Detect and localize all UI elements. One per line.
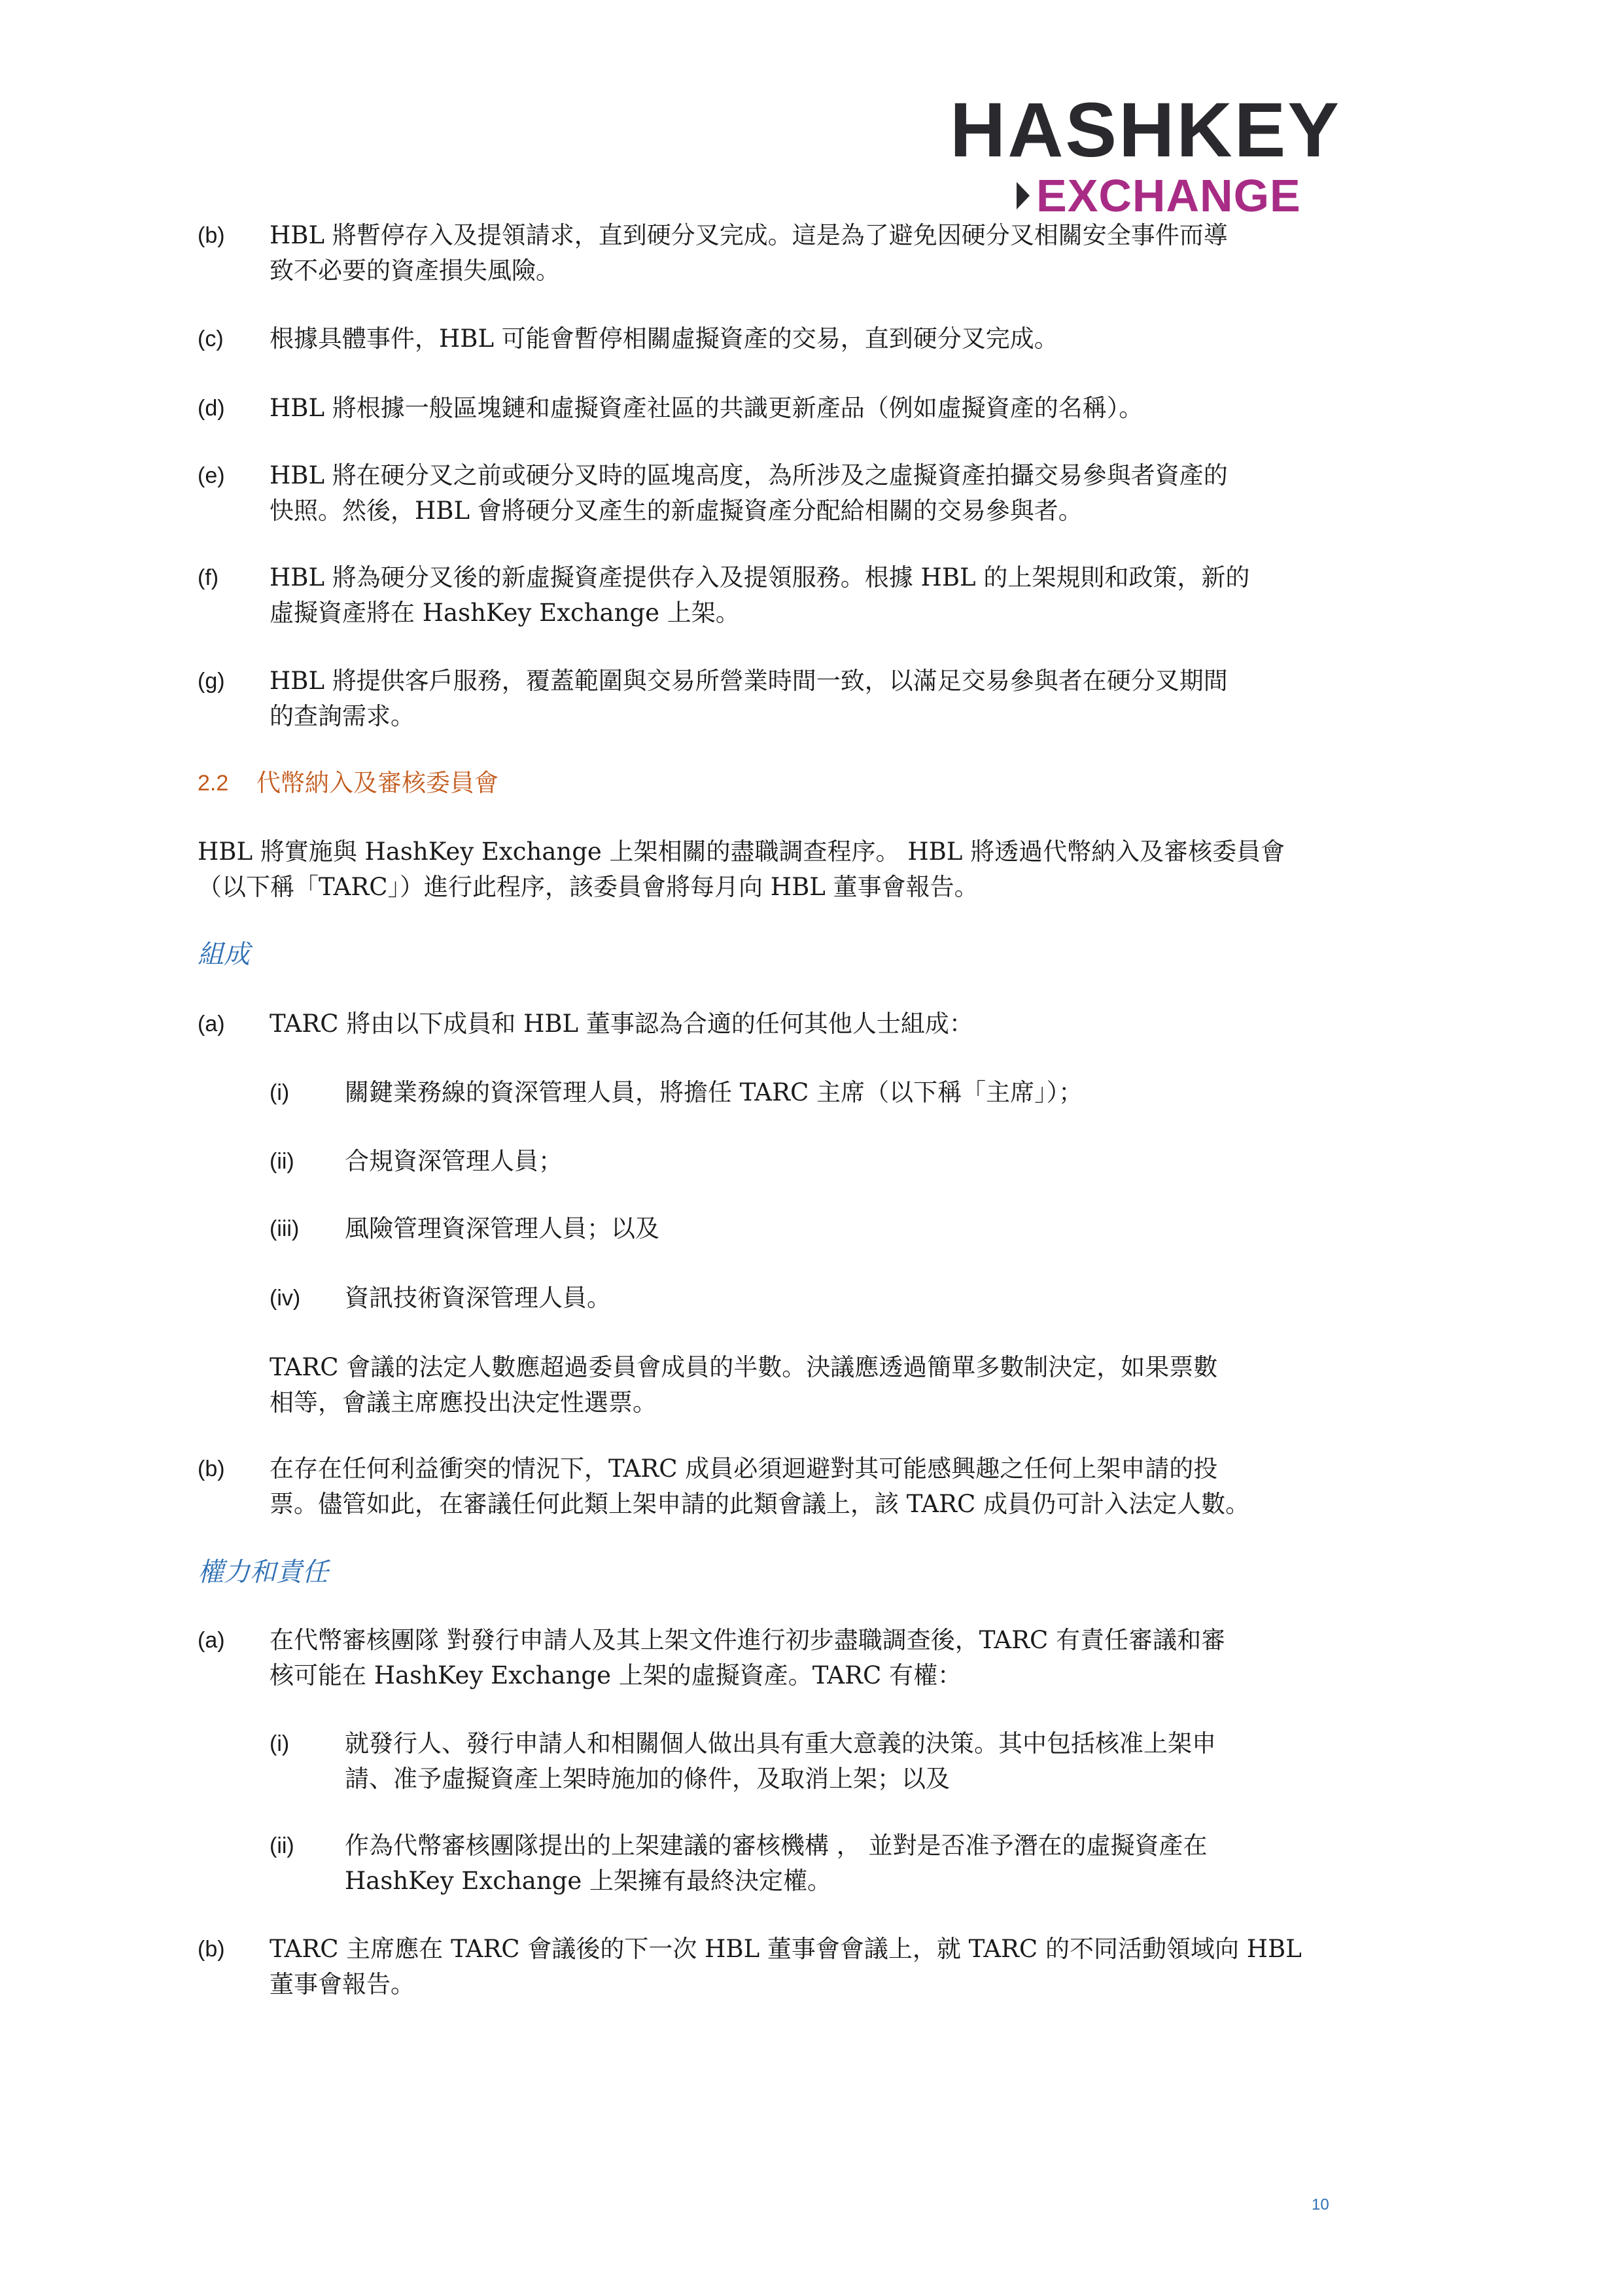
member-label: (i) bbox=[270, 1080, 290, 1105]
item-text: 根據具體事件，HBL 可能會暫停相關虛擬資產的交易，直到硬分叉完成。 bbox=[270, 325, 1058, 353]
item-text: TARC 主席應在 TARC 會議後的下一次 HBL 董事會會議上，就 TARC 的不同活動領域向 HBL bbox=[270, 1935, 1302, 1963]
item-text: 快照。然後，HBL 會將硬分叉產生的新虛擬資產分配給相關的交易參與者。 bbox=[270, 497, 1083, 525]
item-label: (c) bbox=[198, 327, 224, 351]
subitem-text: 作為代幣審核團隊提出的上架建議的審核機構 ， 並對是否准予潛在的虛擬資產在 bbox=[345, 1831, 1208, 1860]
intro-paragraph: HBL 將實施與 HashKey Exchange 上架相關的盡職調查程序。 HBL 將透過代幣納入及審核委員會 bbox=[198, 838, 1285, 866]
item-text: 在代幣審核團隊 對發行申請人及其上架文件進行初步盡職調查後，TARC 有責任審議和審 bbox=[270, 1626, 1226, 1654]
member-label: (iv) bbox=[270, 1286, 301, 1311]
item-text: 致不必要的資產損失風險。 bbox=[270, 256, 560, 285]
member-text: 關鍵業務線的資深管理人員，將擔任 TARC 主席（以下稱「主席」）； bbox=[345, 1078, 1083, 1106]
item-label: (f) bbox=[198, 565, 219, 590]
subitem-text: 請、准予虛擬資產上架時施加的條件，及取消上架；以及 bbox=[345, 1765, 950, 1793]
item-label: (a) bbox=[198, 1628, 225, 1653]
section-number: 2.2 bbox=[198, 771, 229, 796]
item-text: 票。儘管如此，在審議任何此類上架申請的此類會議上，該 TARC 成員仍可計入法定人數。 bbox=[270, 1490, 1250, 1518]
item-label: (b) bbox=[198, 1457, 225, 1481]
member-label: (ii) bbox=[270, 1149, 294, 1174]
item-label: (b) bbox=[198, 223, 225, 248]
logo-wordmark: HASHKEY bbox=[950, 87, 1341, 173]
subheading-powers: 權力和責任 bbox=[198, 1557, 328, 1587]
item-label: (e) bbox=[198, 463, 225, 488]
item-label: (d) bbox=[198, 396, 225, 421]
item-text: 的查詢需求。 bbox=[270, 702, 415, 730]
item-text: 在存在任何利益衝突的情況下，TARC 成員必須迴避對其可能感興趣之任何上架申請的投 bbox=[270, 1455, 1218, 1483]
quorum-paragraph: 相等，會議主席應投出決定性選票。 bbox=[270, 1388, 657, 1417]
item-text: 虛擬資產將在 HashKey Exchange 上架。 bbox=[270, 599, 740, 627]
item-text: 董事會報告。 bbox=[270, 1970, 415, 1998]
page-number: 10 bbox=[1312, 2196, 1329, 2214]
subitem-label: (ii) bbox=[270, 1833, 294, 1858]
member-text: 合規資深管理人員； bbox=[345, 1147, 563, 1175]
item-text: HBL 將暫停存入及提領請求，直到硬分叉完成。這是為了避免因硬分叉相關安全事件而導 bbox=[270, 221, 1228, 249]
logo-subtitle-text: EXCHANGE bbox=[1036, 170, 1301, 221]
item-text: 核可能在 HashKey Exchange 上架的虛擬資產。TARC 有權： bbox=[270, 1661, 962, 1689]
intro-paragraph: （以下稱「TARC」）進行此程序，該委員會將每月向 HBL 董事會報告。 bbox=[198, 873, 979, 901]
item-text: HBL 將為硬分叉後的新虛擬資產提供存入及提領服務。根據 HBL 的上架規則和政策，新的 bbox=[270, 563, 1250, 592]
subitem-text: HashKey Exchange 上架擁有最終決定權。 bbox=[345, 1867, 832, 1895]
item-label: (a) bbox=[198, 1012, 225, 1036]
item-text: HBL 將在硬分叉之前或硬分叉時的區塊高度，為所涉及之虛擬資產拍攝交易參與者資產的 bbox=[270, 461, 1228, 489]
member-label: (iii) bbox=[270, 1216, 300, 1241]
item-label: (b) bbox=[198, 1937, 225, 1962]
item-text: TARC 將由以下成員和 HBL 董事認為合適的任何其他人士組成： bbox=[270, 1010, 973, 1038]
subitem-text: 就發行人、發行申請人和相關個人做出具有重大意義的決策。其中包括核准上架申 bbox=[345, 1729, 1216, 1757]
item-text: HBL 將根據一般區塊鏈和虛擬資產社區的共識更新產品（例如虛擬資產的名稱）。 bbox=[270, 394, 1143, 422]
item-label: (g) bbox=[198, 669, 225, 694]
member-text: 風險管理資深管理人員；以及 bbox=[345, 1214, 659, 1243]
subheading-composition: 組成 bbox=[198, 940, 250, 970]
member-text: 資訊技術資深管理人員。 bbox=[345, 1284, 611, 1312]
subitem-label: (i) bbox=[270, 1731, 290, 1756]
logo-subtitle bbox=[1017, 170, 1301, 221]
hashkey-exchange-logo bbox=[950, 89, 1355, 220]
quorum-paragraph: TARC 會議的法定人數應超過委員會成員的半數。決議應透過簡單多數制決定，如果票數 bbox=[270, 1353, 1218, 1381]
section-title: 代幣納入及審核委員會 bbox=[256, 769, 498, 797]
play-arrow-icon bbox=[1017, 179, 1031, 212]
item-text: HBL 將提供客戶服務，覆蓋範圍與交易所營業時間一致，以滿足交易參與者在硬分叉期間 bbox=[270, 667, 1228, 695]
